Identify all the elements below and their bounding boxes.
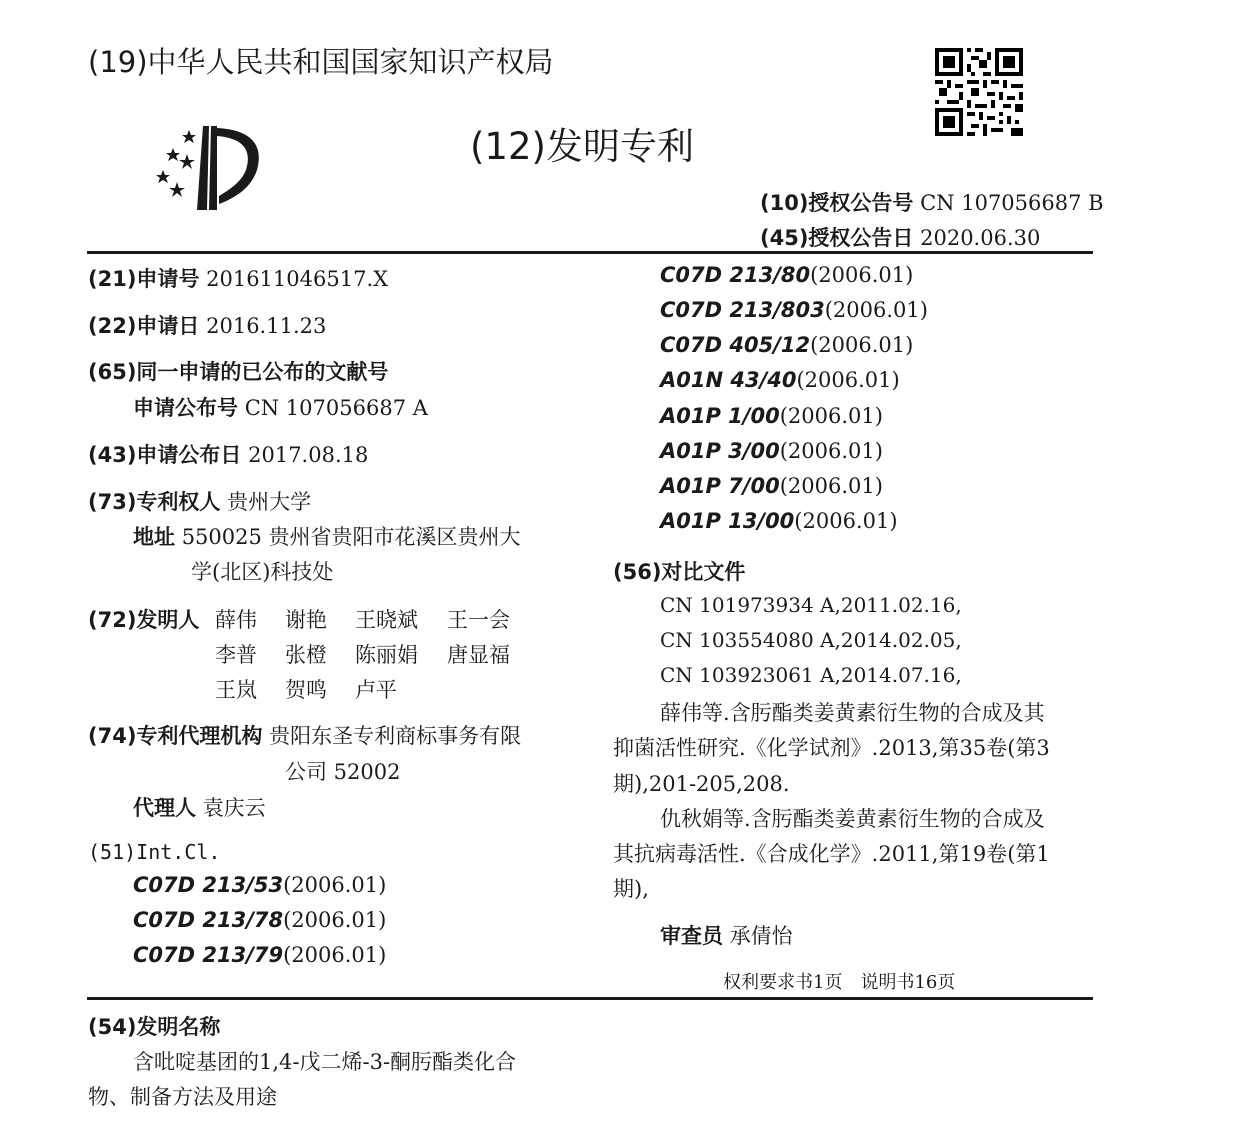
pub-date: 2017.08.18: [248, 443, 369, 467]
patentee-label: (73)专利权人: [88, 490, 221, 514]
qr-code: [935, 48, 1023, 136]
literature-ref-line: 仇秋娟等.含肟酯类姜黄素衍生物的合成及: [660, 807, 1045, 831]
ipc-entry: [660, 263, 913, 287]
grant-pub-date: 2020.06.30: [920, 226, 1041, 250]
ipc-entry: [660, 474, 883, 498]
address-line2: 学(北区)科技处: [191, 560, 334, 584]
ipc-entry: [660, 404, 883, 428]
ipc-code: C07D 405/12: [660, 333, 811, 357]
ipc-code: A01N 43/40: [660, 368, 797, 392]
agency-line1: 贵阳东圣专利商标事务有限: [269, 724, 522, 748]
ipc-code: C07D 213/53: [133, 873, 284, 897]
page-count: 权利要求书1页 说明书16页: [723, 972, 956, 993]
doc-type: (12)发明专利: [470, 125, 694, 168]
ipc-code: A01P 13/00: [660, 509, 795, 533]
inventor: 张橙: [285, 643, 327, 667]
agent-label: 代理人: [133, 796, 196, 820]
refs-label: (56)对比文件: [613, 560, 746, 584]
inventor: 陈丽娟: [355, 643, 418, 667]
inventor: 薛伟: [215, 608, 257, 632]
examiner-label: 审查员: [660, 924, 723, 948]
inventor: 贺鸣: [285, 678, 327, 702]
prior-pub-no-label: 申请公布号: [133, 396, 238, 420]
ipc-version: (2006.01): [283, 873, 387, 897]
invention-title-line: 物、制备方法及用途: [88, 1085, 277, 1109]
literature-ref-line: 期),201-205,208.: [613, 772, 790, 796]
grant-pub-no-label: (10)授权公告号: [760, 191, 914, 215]
inventor: 王岚: [215, 678, 257, 702]
app-date: 2016.11.23: [206, 314, 327, 338]
ipc-code: C07D 213/80: [660, 263, 811, 287]
prior-pub-row: [133, 392, 428, 422]
ipc-entry: [660, 439, 883, 463]
reference: CN 103554080 A,2014.02.05,: [660, 628, 962, 652]
app-date-label: (22)申请日: [88, 314, 200, 338]
grant-pub-no-row: [760, 187, 1104, 217]
reference: CN 103923061 A,2014.07.16,: [660, 663, 962, 687]
address-line1: 550025 贵州省贵阳市花溪区贵州大: [181, 525, 521, 549]
agency-row: [88, 720, 521, 750]
reference: CN 101973934 A,2011.02.16,: [660, 593, 962, 617]
office-name: (19)中华人民共和国国家知识产权局: [88, 45, 554, 79]
inventor: 王一会: [447, 608, 510, 632]
literature-ref-line: 薛伟等.含肟酯类姜黄素衍生物的合成及其: [660, 701, 1045, 725]
grant-pub-no: CN 107056687 B: [920, 191, 1104, 215]
inventor: 卢平: [355, 678, 397, 702]
agent: 袁庆云: [202, 796, 266, 820]
ipc-code: A01P 3/00: [660, 439, 780, 463]
ipc-code: C07D 213/78: [133, 908, 284, 932]
agent-row: [133, 792, 266, 822]
grant-pub-date-label: (45)授权公告日: [760, 226, 914, 250]
ipc-code: C07D 213/79: [133, 943, 284, 967]
ipc-entry: [133, 943, 386, 967]
ipc-version: (2006.01): [810, 333, 914, 357]
address-label: 地址: [133, 525, 175, 549]
title-label: (54)发明名称: [88, 1015, 221, 1039]
ipc-code: A01P 7/00: [660, 474, 780, 498]
ipc-entry: [660, 333, 913, 357]
cnipa-logo: [145, 118, 275, 218]
top-rule: [87, 251, 1093, 254]
ipc-version: (2006.01): [796, 368, 900, 392]
address-row: [133, 521, 521, 551]
ipc-entry: [660, 509, 898, 533]
examiner-row: [660, 920, 793, 950]
app-no-label: (21)申请号: [88, 267, 200, 291]
inventor: 王晓斌: [355, 608, 418, 632]
literature-ref-line: 其抗病毒活性.《合成化学》.2011,第19卷(第1: [613, 842, 1050, 866]
app-no-row: [88, 263, 388, 293]
patentee-row: [88, 486, 311, 516]
ipc-version: (2006.01): [824, 298, 928, 322]
inventor: 李普: [215, 643, 257, 667]
prior-pub-no: CN 107056687 A: [244, 396, 428, 420]
prior-pub-label: (65)同一申请的已公布的文献号: [88, 360, 389, 384]
app-no: 201611046517.X: [206, 267, 389, 291]
ipc-version: (2006.01): [779, 404, 883, 428]
bottom-rule: [87, 997, 1093, 1000]
ipc-entry: [660, 298, 928, 322]
ipc-version: (2006.01): [810, 263, 914, 287]
literature-ref-line: 抑菌活性研究.《化学试剂》.2013,第35卷(第3: [613, 736, 1050, 760]
ipc-version: (2006.01): [779, 474, 883, 498]
ipc-version: (2006.01): [779, 439, 883, 463]
app-date-row: [88, 310, 326, 340]
inventor: 唐显福: [447, 643, 510, 667]
inventor: 谢艳: [285, 608, 327, 632]
patentee: 贵州大学: [227, 490, 312, 514]
intcl-label: (51)Int.Cl.: [88, 840, 221, 864]
agency-label: (74)专利代理机构: [88, 724, 263, 748]
ipc-entry: [133, 908, 386, 932]
ipc-code: A01P 1/00: [660, 404, 780, 428]
grant-pub-date-row: [760, 222, 1040, 252]
ipc-entry: [133, 873, 386, 897]
ipc-version: (2006.01): [283, 943, 387, 967]
inventors-label: (72)发明人: [88, 608, 200, 632]
ipc-code: C07D 213/803: [660, 298, 825, 322]
examiner: 承倩怡: [729, 924, 793, 948]
pub-date-row: [88, 439, 368, 469]
literature-ref-line: 期),: [613, 877, 649, 901]
invention-title-line: 含吡啶基团的1,4-戊二烯-3-酮肟酯类化合: [133, 1050, 517, 1074]
ipc-entry: [660, 368, 900, 392]
pub-date-label: (43)申请公布日: [88, 443, 242, 467]
ipc-version: (2006.01): [794, 509, 898, 533]
ipc-version: (2006.01): [283, 908, 387, 932]
agency-line2: 公司 52002: [285, 760, 401, 784]
